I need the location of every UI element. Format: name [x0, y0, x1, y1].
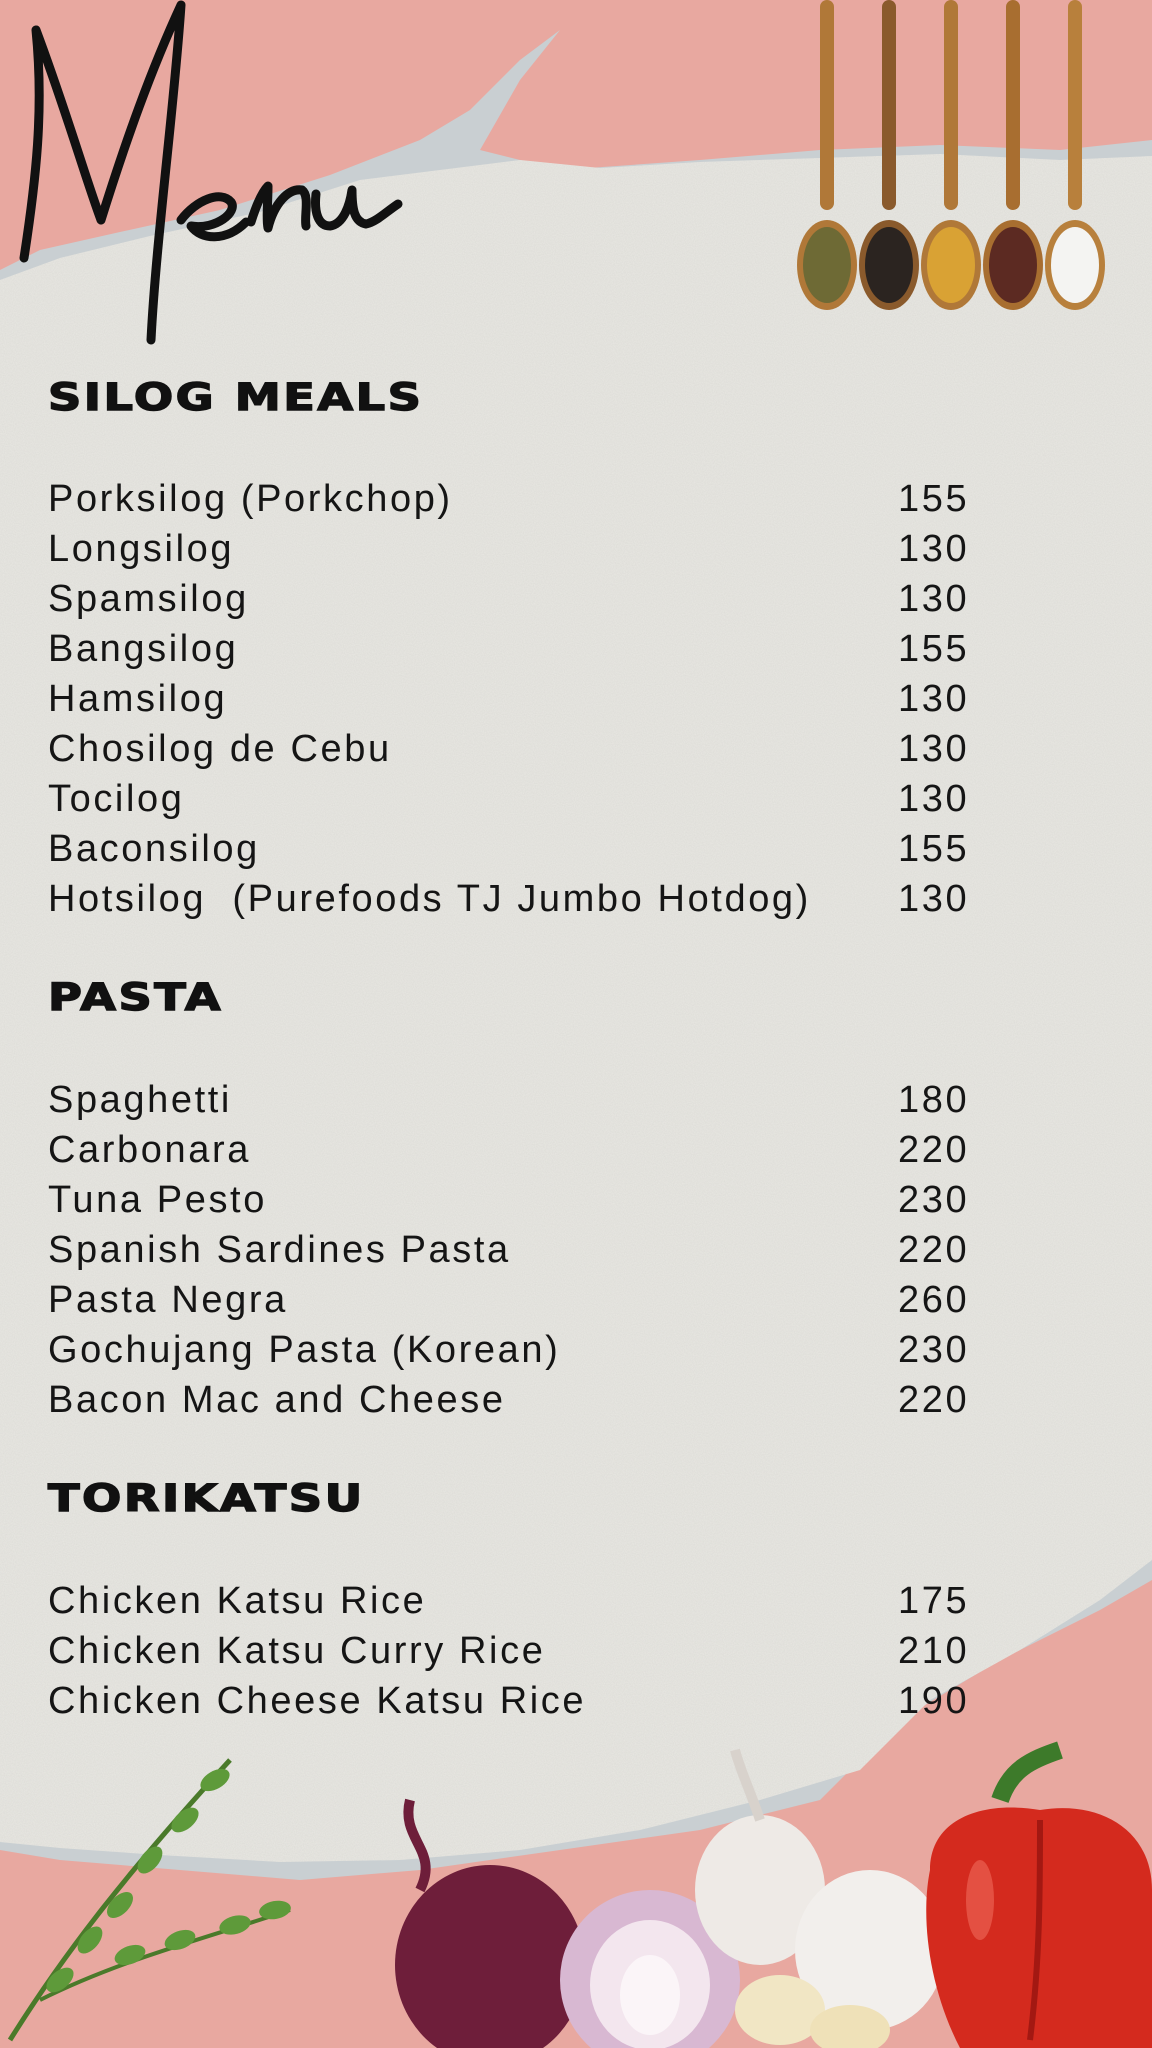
item-price: 155 — [898, 628, 970, 670]
item-price: 155 — [898, 828, 970, 870]
item-price: 130 — [898, 728, 970, 770]
item-price: 180 — [898, 1079, 970, 1121]
vegetables-illustration — [0, 1740, 1152, 2048]
item-name: Chicken Cheese Katsu Rice — [48, 1680, 587, 1722]
herb-sprig-icon — [10, 1760, 292, 2040]
section-heading-pasta: PASTA — [48, 976, 224, 1019]
list-item — [48, 1125, 978, 1175]
item-price: 130 — [898, 678, 970, 720]
section-heading-torikatsu: TORIKATSU — [48, 1477, 365, 1520]
list-item — [48, 474, 978, 524]
list-item — [48, 1275, 978, 1325]
item-price: 220 — [898, 1129, 970, 1171]
list-item — [48, 1325, 978, 1375]
item-name: Tuna Pesto — [48, 1179, 267, 1221]
item-name: Hotsilog (Purefoods TJ Jumbo Hotdog) — [48, 878, 811, 920]
item-name: Spamsilog — [48, 578, 249, 620]
item-name: Bangsilog — [48, 628, 239, 670]
item-name: Spanish Sardines Pasta — [48, 1229, 511, 1271]
item-price: 210 — [898, 1630, 970, 1672]
item-name: Porksilog (Porkchop) — [48, 478, 453, 520]
list-item — [48, 724, 978, 774]
item-name: Spaghetti — [48, 1079, 232, 1121]
item-name: Pasta Negra — [48, 1279, 288, 1321]
item-price: 260 — [898, 1279, 970, 1321]
item-name: Gochujang Pasta (Korean) — [48, 1329, 561, 1371]
list-item — [48, 774, 978, 824]
list-item — [48, 1375, 978, 1425]
list-item — [48, 1175, 978, 1225]
list-item — [48, 1576, 978, 1626]
pasta-list — [48, 1075, 978, 1425]
list-item — [48, 1626, 978, 1676]
section-heading-silog-meals: SILOG MEALS — [48, 376, 424, 419]
item-price: 230 — [898, 1179, 970, 1221]
item-price: 190 — [898, 1680, 970, 1722]
list-item — [48, 674, 978, 724]
item-price: 230 — [898, 1329, 970, 1371]
item-price: 130 — [898, 578, 970, 620]
item-name: Carbonara — [48, 1129, 251, 1171]
list-item — [48, 524, 978, 574]
item-name: Hamsilog — [48, 678, 228, 720]
list-item — [48, 1225, 978, 1275]
item-name: Chicken Katsu Curry Rice — [48, 1630, 546, 1672]
item-price: 155 — [898, 478, 970, 520]
silog-meals-list — [48, 474, 978, 924]
list-item — [48, 1075, 978, 1125]
item-price: 130 — [898, 528, 970, 570]
list-item — [48, 824, 978, 874]
item-name: Longsilog — [48, 528, 235, 570]
item-name: Baconsilog — [48, 828, 260, 870]
item-name: Tocilog — [48, 778, 185, 820]
menu-title-script — [6, 0, 426, 360]
item-price: 130 — [898, 878, 970, 920]
item-price: 220 — [898, 1229, 970, 1271]
list-item — [48, 1676, 978, 1726]
red-onion-icon — [395, 1800, 740, 2048]
item-price: 130 — [898, 778, 970, 820]
item-name: Chicken Katsu Rice — [48, 1580, 427, 1622]
red-bell-pepper-icon — [926, 1750, 1152, 2048]
spice-spoons-image — [790, 0, 1130, 320]
torikatsu-list — [48, 1576, 978, 1726]
item-name: Bacon Mac and Cheese — [48, 1379, 506, 1421]
item-price: 220 — [898, 1379, 970, 1421]
list-item — [48, 874, 978, 924]
list-item — [48, 574, 978, 624]
item-price: 175 — [898, 1580, 970, 1622]
item-name: Chosilog de Cebu — [48, 728, 392, 770]
list-item — [48, 624, 978, 674]
